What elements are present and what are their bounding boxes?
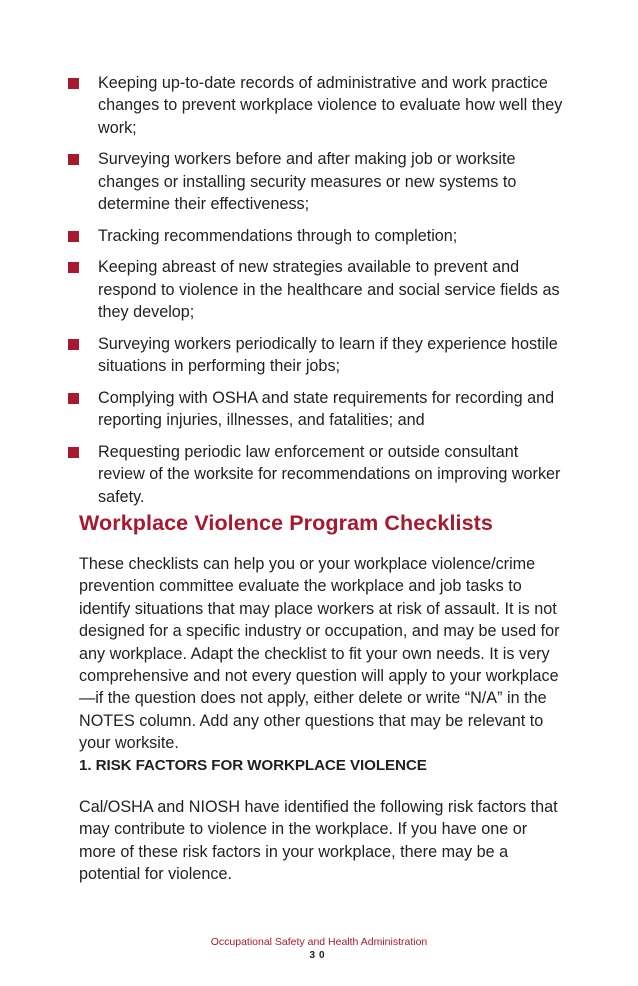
square-bullet-icon: [68, 154, 79, 165]
list-item: [68, 333, 568, 378]
list-item: [68, 148, 568, 215]
bullet-text: Keeping abreast of new strategies available to prevent and respond to violence in the healthcare and social service fields as they develop;: [98, 258, 560, 322]
intro-paragraph: These checklists can help you or your workplace violence/crime prevention committee evaluate the workplace and job tasks to identify situations that may place workers at risk of assault. It is not designed for a specific industry or occupation, and may be used for any workplace. Adapt the checklist to fit your own needs. It is very comprehensive and not every question will apply to your workplace—if the question does not apply, either delete or write “N/A” in the NOTES column. Add any other questions that may be relevant to your worksite.: [79, 555, 560, 753]
bullet-list: [68, 72, 568, 517]
bullet-text: Tracking recommendations through to completion;: [98, 226, 458, 245]
square-bullet-icon: [68, 447, 79, 458]
page-number: 30: [309, 950, 329, 961]
square-bullet-icon: [68, 78, 79, 89]
square-bullet-icon: [68, 262, 79, 273]
list-item: [68, 72, 568, 139]
bullet-text: Keeping up-to-date records of administrative and work practice changes to prevent workplace violence to evaluate how well they work;: [98, 74, 563, 137]
list-item: [68, 387, 568, 432]
risk-factors-paragraph: Cal/OSHA and NIOSH have identified the following risk factors that may contribute to violence in the workplace. If you have one or more of these risk factors in your workplace, there may be a potential for violence.: [79, 798, 558, 884]
risk-factors-subheading: 1. RISK FACTORS FOR WORKPLACE VIOLENCE: [79, 757, 427, 774]
bullet-text: Surveying workers periodically to learn if they experience hostile situations in performing their jobs;: [98, 334, 558, 376]
bullet-text: Complying with OSHA and state requirements for recording and reporting injuries, illnesses, and fatalities; and: [98, 388, 555, 430]
list-item: [68, 256, 568, 323]
list-item: [68, 441, 568, 508]
square-bullet-icon: [68, 231, 79, 242]
bullet-text: Surveying workers before and after making job or worksite changes or installing security measures or new systems to determine their effectiveness;: [98, 150, 517, 214]
square-bullet-icon: [68, 393, 79, 404]
footer-agency-name: Occupational Safety and Health Administration: [210, 936, 428, 948]
list-item: [68, 225, 568, 247]
bullet-text: Requesting periodic law enforcement or outside consultant review of the worksite for recommendations on improving worker safety.: [98, 442, 561, 506]
section-heading: Workplace Violence Program Checklists: [79, 511, 493, 535]
square-bullet-icon: [68, 339, 79, 350]
